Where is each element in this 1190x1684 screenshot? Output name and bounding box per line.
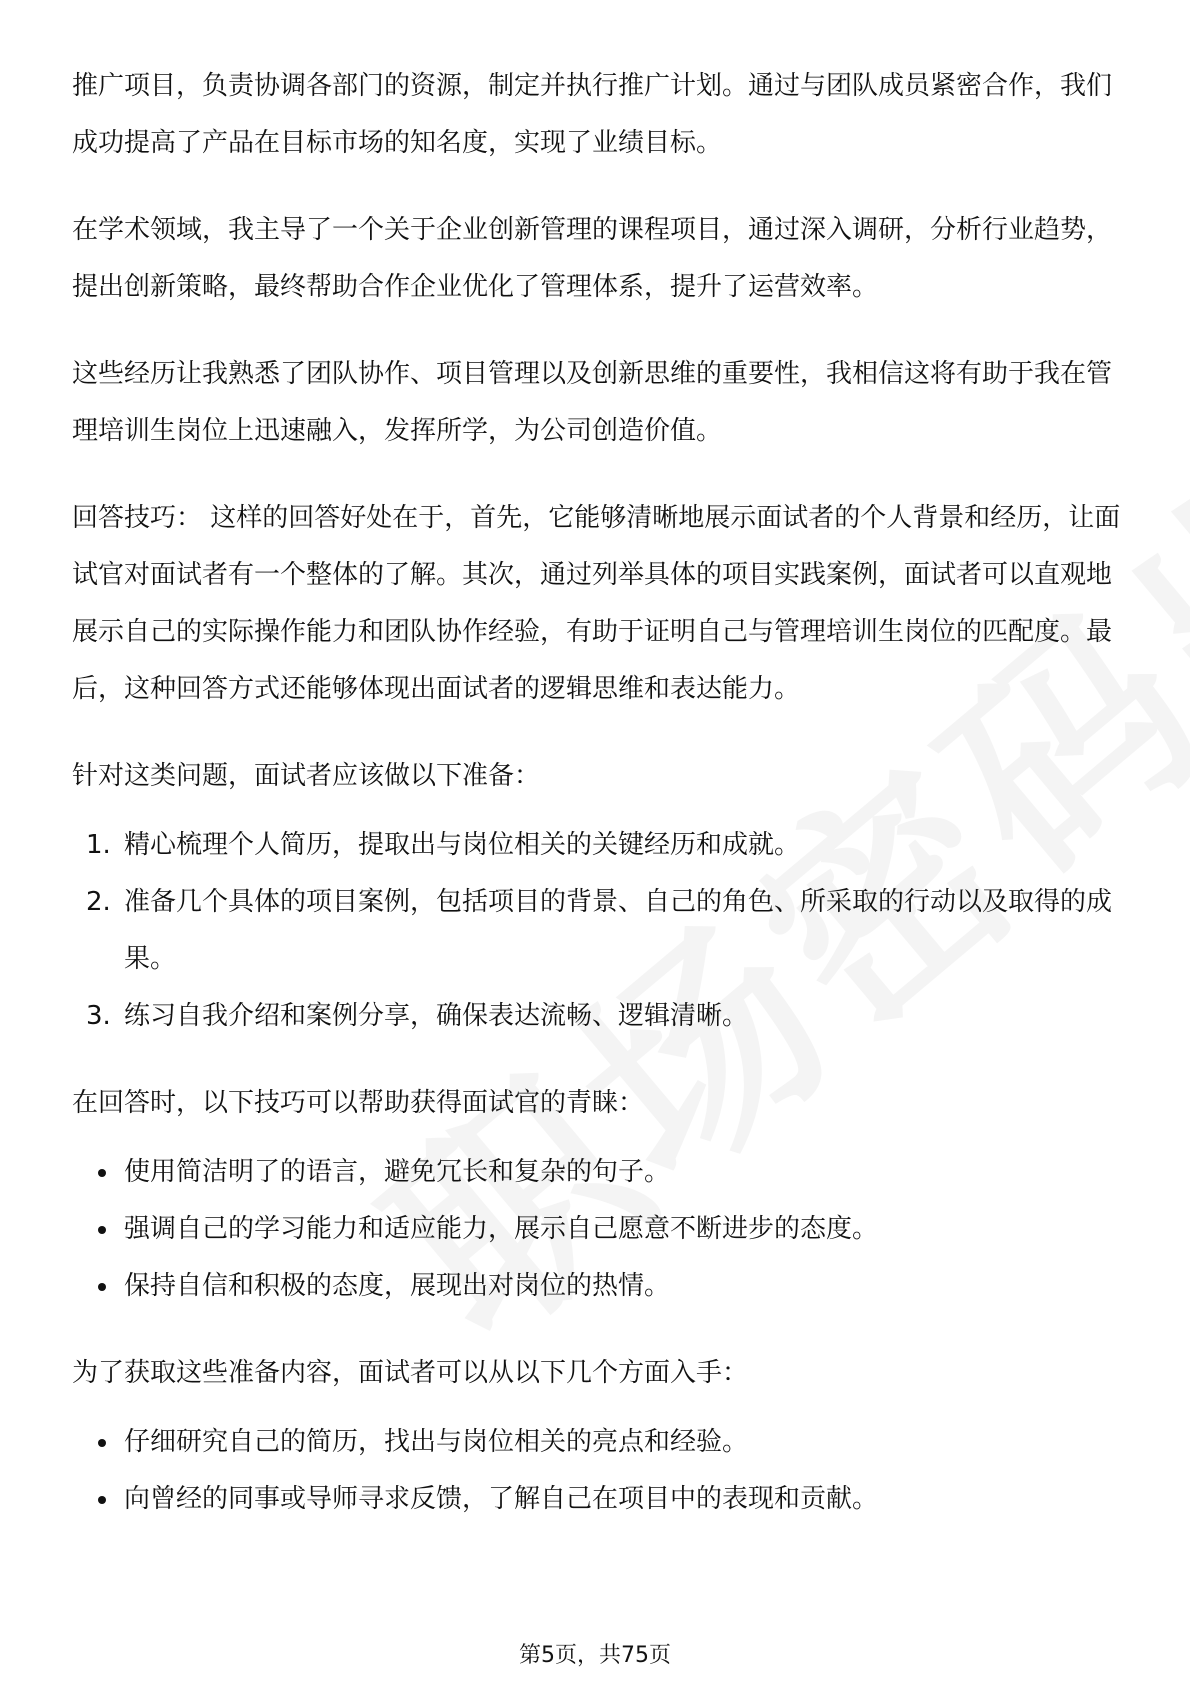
list-item <box>72 988 1132 1045</box>
paragraph-academic: 在学术领域，我主导了一个关于企业创新管理的课程项目，通过深入调研，分析行业趋势，提出创新策略，最终帮助合作企业优化了管理体系，提升了运营效率。 <box>72 215 1113 302</box>
document-body <box>72 58 1132 1528</box>
list-item-text: 使用简洁明了的语言，避免冗长和复杂的句子。 <box>124 1157 671 1187</box>
tips-list <box>72 1144 1132 1315</box>
list-item <box>72 1258 1132 1315</box>
list-item-text: 准备几个具体的项目案例，包括项目的背景、自己的角色、所采取的行动以及取得的成果。 <box>124 887 1113 974</box>
list-marker: 1. <box>86 830 111 860</box>
prep-list <box>72 817 1132 1045</box>
bullet-icon <box>98 1439 106 1447</box>
sources-list <box>72 1414 1132 1528</box>
list-item <box>72 1201 1132 1258</box>
bullet-icon <box>98 1496 106 1504</box>
list-item <box>72 1144 1132 1201</box>
bullet-icon <box>98 1283 106 1291</box>
list-item <box>72 1414 1132 1471</box>
list-item-text: 保持自信和积极的态度，展现出对岗位的热情。 <box>124 1271 671 1301</box>
list-item-text: 练习自我介绍和案例分享，确保表达流畅、逻辑清晰。 <box>124 1001 749 1031</box>
paragraph-prep-intro: 针对这类问题，面试者应该做以下准备： <box>72 761 541 791</box>
list-marker: 3. <box>86 1001 111 1031</box>
list-item-text: 强调自己的学习能力和适应能力，展示自己愿意不断进步的态度。 <box>124 1214 879 1244</box>
list-item-text: 向曾经的同事或导师寻求反馈，了解自己在项目中的表现和贡献。 <box>124 1484 879 1514</box>
list-item-text: 精心梳理个人简历，提取出与岗位相关的关键经历和成就。 <box>124 830 801 860</box>
paragraph-promotion: 推广项目，负责协调各部门的资源，制定并执行推广计划。通过与团队成员紧密合作，我们成功提高了产品在目标市场的知名度，实现了业绩目标。 <box>72 71 1113 158</box>
paragraph-answer-tips: 回答技巧： 这样的回答好处在于，首先，它能够清晰地展示面试者的个人背景和经历，让面试官对面试者有一个整体的了解。其次，通过列举具体的项目实践案例，面试者可以直观地展示自己的实际操作能力和团队协作经验，有助于证明自己与管理培训生岗位的匹配度。最后，这种回答方式还能够体现出面试者的逻辑思维和表达能力。 <box>72 503 1121 704</box>
list-item <box>72 874 1132 988</box>
list-item <box>72 817 1132 874</box>
list-marker: 2. <box>86 887 111 917</box>
list-item-text: 仔细研究自己的简历，找出与岗位相关的亮点和经验。 <box>124 1427 749 1457</box>
bullet-icon <box>98 1169 106 1177</box>
paragraph-summary: 这些经历让我熟悉了团队协作、项目管理以及创新思维的重要性，我相信这将有助于我在管理培训生岗位上迅速融入，发挥所学，为公司创造价值。 <box>72 359 1113 446</box>
paragraph-tips-intro: 在回答时，以下技巧可以帮助获得面试官的青睐： <box>72 1088 645 1118</box>
list-item <box>72 1471 1132 1528</box>
paragraph-sources-intro: 为了获取这些准备内容，面试者可以从以下几个方面入手： <box>72 1358 749 1388</box>
bullet-icon <box>98 1226 106 1234</box>
page-footer: 第5页，共75页 <box>519 1643 671 1668</box>
